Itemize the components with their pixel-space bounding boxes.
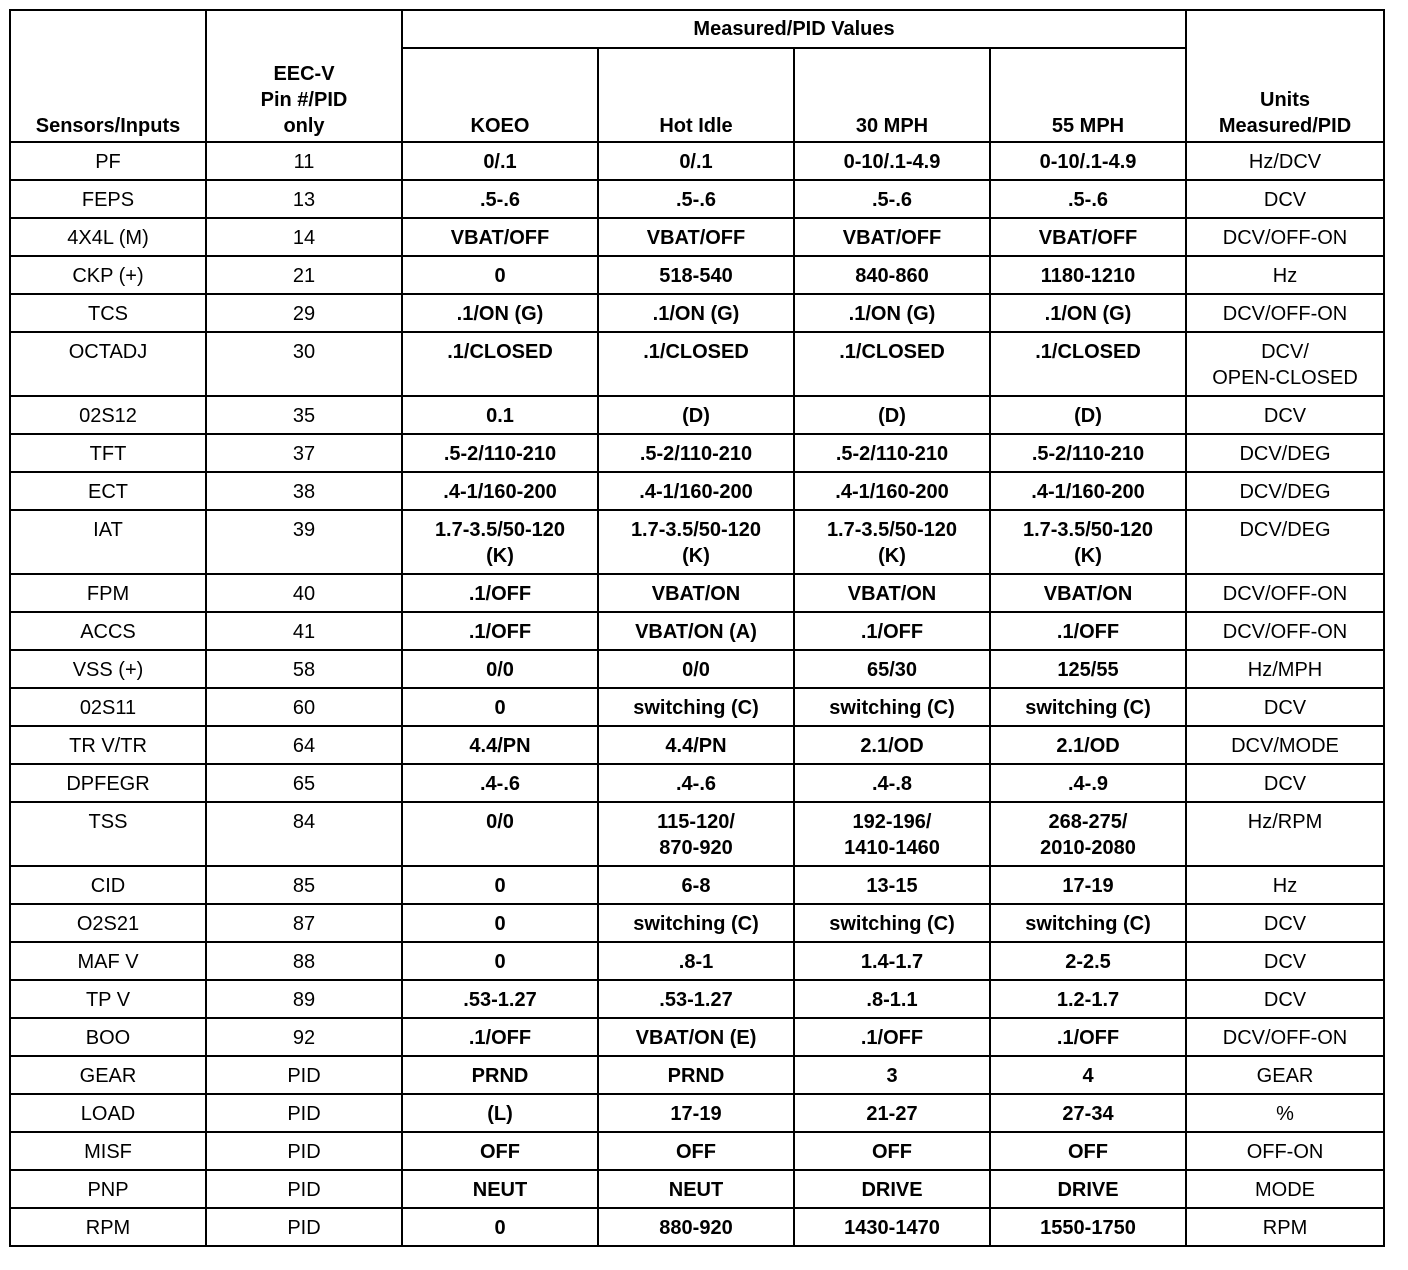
cell-pin: PID [206, 1208, 402, 1246]
cell-units: DCV [1186, 904, 1384, 942]
cell-koeo: .4-.6 [402, 764, 598, 802]
cell-30mph: .5-.6 [794, 180, 990, 218]
cell-30mph: 840-860 [794, 256, 990, 294]
cell-hot-idle: VBAT/ON (A) [598, 612, 794, 650]
table-row [10, 942, 1384, 980]
cell-pin: 89 [206, 980, 402, 1018]
table-row [10, 1132, 1384, 1170]
cell-units: Hz/MPH [1186, 650, 1384, 688]
cell-sensor: O2S21 [10, 904, 206, 942]
cell-koeo: 0 [402, 256, 598, 294]
col-header-hot-idle: Hot Idle [598, 48, 794, 142]
table-row [10, 1208, 1384, 1246]
col-header-sensors: Sensors/Inputs [10, 10, 206, 142]
cell-pin: 88 [206, 942, 402, 980]
table-row [10, 1018, 1384, 1056]
cell-units: Hz/DCV [1186, 142, 1384, 180]
cell-hot-idle: .4-1/160-200 [598, 472, 794, 510]
cell-pin: 38 [206, 472, 402, 510]
cell-hot-idle: 6-8 [598, 866, 794, 904]
cell-koeo: OFF [402, 1132, 598, 1170]
cell-30mph: 13-15 [794, 866, 990, 904]
cell-units: Hz [1186, 256, 1384, 294]
cell-koeo: PRND [402, 1056, 598, 1094]
cell-koeo: .5-.6 [402, 180, 598, 218]
cell-koeo: 0 [402, 688, 598, 726]
cell-units: DCV/OFF-ON [1186, 574, 1384, 612]
cell-koeo: NEUT [402, 1170, 598, 1208]
table-row [10, 434, 1384, 472]
cell-hot-idle: switching (C) [598, 688, 794, 726]
cell-sensor: MAF V [10, 942, 206, 980]
cell-sensor: BOO [10, 1018, 206, 1056]
cell-pin: PID [206, 1132, 402, 1170]
cell-sensor: TP V [10, 980, 206, 1018]
table-row [10, 866, 1384, 904]
table-row [10, 574, 1384, 612]
cell-pin: 13 [206, 180, 402, 218]
cell-pin: 85 [206, 866, 402, 904]
cell-30mph: VBAT/ON [794, 574, 990, 612]
cell-30mph: 0-10/.1-4.9 [794, 142, 990, 180]
table-row [10, 396, 1384, 434]
cell-sensor: MISF [10, 1132, 206, 1170]
cell-koeo: 0/0 [402, 650, 598, 688]
cell-units: Hz [1186, 866, 1384, 904]
table-row [10, 218, 1384, 256]
cell-units: DCV [1186, 396, 1384, 434]
cell-koeo: 1.7-3.5/50-120 (K) [402, 510, 598, 574]
cell-sensor: IAT [10, 510, 206, 574]
cell-30mph: 192-196/ 1410-1460 [794, 802, 990, 866]
cell-55mph: VBAT/ON [990, 574, 1186, 612]
cell-55mph: DRIVE [990, 1170, 1186, 1208]
cell-koeo: 4.4/PN [402, 726, 598, 764]
cell-30mph: .1/CLOSED [794, 332, 990, 396]
cell-hot-idle: 518-540 [598, 256, 794, 294]
cell-pin: 64 [206, 726, 402, 764]
cell-pin: 14 [206, 218, 402, 256]
table-row [10, 612, 1384, 650]
cell-koeo: .1/CLOSED [402, 332, 598, 396]
cell-55mph: switching (C) [990, 904, 1186, 942]
cell-units: DCV/DEG [1186, 434, 1384, 472]
header-row-top [10, 10, 1384, 48]
cell-hot-idle: switching (C) [598, 904, 794, 942]
cell-55mph: OFF [990, 1132, 1186, 1170]
cell-pin: 87 [206, 904, 402, 942]
cell-units: DCV/OFF-ON [1186, 294, 1384, 332]
cell-units: DCV [1186, 688, 1384, 726]
cell-pin: 41 [206, 612, 402, 650]
table-row [10, 256, 1384, 294]
cell-koeo: .1/OFF [402, 1018, 598, 1056]
cell-55mph: .1/OFF [990, 612, 1186, 650]
cell-55mph: .5-.6 [990, 180, 1186, 218]
cell-pin: 40 [206, 574, 402, 612]
cell-hot-idle: 0/0 [598, 650, 794, 688]
cell-units: DCV/OFF-ON [1186, 612, 1384, 650]
cell-hot-idle: 4.4/PN [598, 726, 794, 764]
cell-koeo: 0 [402, 942, 598, 980]
table-row [10, 1094, 1384, 1132]
cell-pin: 35 [206, 396, 402, 434]
cell-sensor: GEAR [10, 1056, 206, 1094]
cell-30mph: 3 [794, 1056, 990, 1094]
cell-30mph: DRIVE [794, 1170, 990, 1208]
cell-hot-idle: NEUT [598, 1170, 794, 1208]
table-row [10, 802, 1384, 866]
table-row [10, 180, 1384, 218]
cell-units: DCV/DEG [1186, 510, 1384, 574]
cell-sensor: 02S11 [10, 688, 206, 726]
table-row [10, 294, 1384, 332]
cell-units: RPM [1186, 1208, 1384, 1246]
cell-hot-idle: (D) [598, 396, 794, 434]
cell-hot-idle: 115-120/ 870-920 [598, 802, 794, 866]
cell-55mph: 2.1/OD [990, 726, 1186, 764]
cell-55mph: 1550-1750 [990, 1208, 1186, 1246]
cell-55mph: .5-2/110-210 [990, 434, 1186, 472]
cell-pin: PID [206, 1170, 402, 1208]
cell-30mph: 2.1/OD [794, 726, 990, 764]
cell-hot-idle: .4-.6 [598, 764, 794, 802]
table-row [10, 142, 1384, 180]
cell-units: DCV [1186, 180, 1384, 218]
cell-30mph: .1/OFF [794, 1018, 990, 1056]
cell-hot-idle: .1/CLOSED [598, 332, 794, 396]
table-row [10, 904, 1384, 942]
cell-units: DCV [1186, 942, 1384, 980]
col-header-koeo: KOEO [402, 48, 598, 142]
cell-koeo: (L) [402, 1094, 598, 1132]
cell-units: DCV/ OPEN-CLOSED [1186, 332, 1384, 396]
table-row [10, 1056, 1384, 1094]
cell-30mph: 1430-1470 [794, 1208, 990, 1246]
cell-pin: 58 [206, 650, 402, 688]
cell-units: DCV/OFF-ON [1186, 1018, 1384, 1056]
cell-30mph: .1/ON (G) [794, 294, 990, 332]
cell-koeo: .1/ON (G) [402, 294, 598, 332]
cell-koeo: 0/.1 [402, 142, 598, 180]
cell-pin: 29 [206, 294, 402, 332]
cell-55mph: .1/ON (G) [990, 294, 1186, 332]
cell-pin: 21 [206, 256, 402, 294]
cell-hot-idle: 880-920 [598, 1208, 794, 1246]
cell-koeo: 0/0 [402, 802, 598, 866]
cell-30mph: (D) [794, 396, 990, 434]
table-row [10, 332, 1384, 396]
cell-hot-idle: 1.7-3.5/50-120 (K) [598, 510, 794, 574]
cell-units: DCV [1186, 764, 1384, 802]
cell-pin: 39 [206, 510, 402, 574]
cell-55mph: 1.7-3.5/50-120 (K) [990, 510, 1186, 574]
cell-sensor: TCS [10, 294, 206, 332]
cell-30mph: 65/30 [794, 650, 990, 688]
cell-30mph: 21-27 [794, 1094, 990, 1132]
cell-pin: 37 [206, 434, 402, 472]
cell-units: DCV/MODE [1186, 726, 1384, 764]
cell-hot-idle: .8-1 [598, 942, 794, 980]
cell-hot-idle: .53-1.27 [598, 980, 794, 1018]
cell-koeo: .5-2/110-210 [402, 434, 598, 472]
cell-30mph: .4-.8 [794, 764, 990, 802]
cell-sensor: TFT [10, 434, 206, 472]
cell-sensor: ECT [10, 472, 206, 510]
cell-55mph: 125/55 [990, 650, 1186, 688]
cell-30mph: switching (C) [794, 688, 990, 726]
cell-sensor: OCTADJ [10, 332, 206, 396]
cell-sensor: DPFEGR [10, 764, 206, 802]
cell-pin: 60 [206, 688, 402, 726]
col-header-55mph: 55 MPH [990, 48, 1186, 142]
cell-hot-idle: .5-2/110-210 [598, 434, 794, 472]
table-row [10, 510, 1384, 574]
table-body [10, 142, 1384, 1246]
cell-55mph: .4-.9 [990, 764, 1186, 802]
cell-sensor: LOAD [10, 1094, 206, 1132]
cell-koeo: 0.1 [402, 396, 598, 434]
cell-hot-idle: VBAT/ON [598, 574, 794, 612]
cell-hot-idle: .1/ON (G) [598, 294, 794, 332]
cell-koeo: 0 [402, 1208, 598, 1246]
table-row [10, 472, 1384, 510]
cell-hot-idle: 0/.1 [598, 142, 794, 180]
col-header-measured: Measured/PID Values [402, 10, 1186, 48]
cell-sensor: PNP [10, 1170, 206, 1208]
cell-pin: 84 [206, 802, 402, 866]
cell-55mph: 2-2.5 [990, 942, 1186, 980]
cell-30mph: .1/OFF [794, 612, 990, 650]
cell-units: GEAR [1186, 1056, 1384, 1094]
cell-koeo: 0 [402, 904, 598, 942]
cell-hot-idle: VBAT/ON (E) [598, 1018, 794, 1056]
cell-sensor: 4X4L (M) [10, 218, 206, 256]
cell-hot-idle: .5-.6 [598, 180, 794, 218]
cell-55mph: 4 [990, 1056, 1186, 1094]
cell-sensor: CID [10, 866, 206, 904]
table-row [10, 688, 1384, 726]
cell-pin: 11 [206, 142, 402, 180]
table-row [10, 1170, 1384, 1208]
cell-sensor: 02S12 [10, 396, 206, 434]
cell-koeo: .4-1/160-200 [402, 472, 598, 510]
cell-pin: 65 [206, 764, 402, 802]
cell-units: % [1186, 1094, 1384, 1132]
cell-sensor: FPM [10, 574, 206, 612]
cell-units: MODE [1186, 1170, 1384, 1208]
cell-pin: PID [206, 1056, 402, 1094]
cell-sensor: TSS [10, 802, 206, 866]
col-header-30mph: 30 MPH [794, 48, 990, 142]
cell-sensor: VSS (+) [10, 650, 206, 688]
col-header-units: Units Measured/PID [1186, 10, 1384, 142]
cell-30mph: VBAT/OFF [794, 218, 990, 256]
table-row [10, 650, 1384, 688]
cell-30mph: .5-2/110-210 [794, 434, 990, 472]
cell-hot-idle: VBAT/OFF [598, 218, 794, 256]
cell-55mph: .4-1/160-200 [990, 472, 1186, 510]
cell-koeo: .53-1.27 [402, 980, 598, 1018]
cell-30mph: 1.4-1.7 [794, 942, 990, 980]
cell-sensor: PF [10, 142, 206, 180]
table-row [10, 764, 1384, 802]
cell-55mph: 27-34 [990, 1094, 1186, 1132]
cell-55mph: 17-19 [990, 866, 1186, 904]
cell-55mph: .1/OFF [990, 1018, 1186, 1056]
table-row [10, 726, 1384, 764]
cell-30mph: 1.7-3.5/50-120 (K) [794, 510, 990, 574]
cell-units: DCV/DEG [1186, 472, 1384, 510]
cell-hot-idle: 17-19 [598, 1094, 794, 1132]
pid-values-table [9, 9, 1385, 1247]
cell-units: Hz/RPM [1186, 802, 1384, 866]
cell-sensor: TR V/TR [10, 726, 206, 764]
cell-55mph: 268-275/ 2010-2080 [990, 802, 1186, 866]
cell-30mph: .4-1/160-200 [794, 472, 990, 510]
cell-hot-idle: OFF [598, 1132, 794, 1170]
cell-55mph: 1.2-1.7 [990, 980, 1186, 1018]
cell-pin: 92 [206, 1018, 402, 1056]
cell-pin: PID [206, 1094, 402, 1132]
cell-koeo: .1/OFF [402, 574, 598, 612]
cell-sensor: CKP (+) [10, 256, 206, 294]
cell-koeo: VBAT/OFF [402, 218, 598, 256]
cell-55mph: 1180-1210 [990, 256, 1186, 294]
cell-30mph: OFF [794, 1132, 990, 1170]
cell-sensor: ACCS [10, 612, 206, 650]
cell-pin: 30 [206, 332, 402, 396]
table-row [10, 980, 1384, 1018]
cell-koeo: .1/OFF [402, 612, 598, 650]
cell-55mph: VBAT/OFF [990, 218, 1186, 256]
cell-units: OFF-ON [1186, 1132, 1384, 1170]
cell-sensor: RPM [10, 1208, 206, 1246]
cell-units: DCV/OFF-ON [1186, 218, 1384, 256]
cell-30mph: switching (C) [794, 904, 990, 942]
cell-hot-idle: PRND [598, 1056, 794, 1094]
cell-55mph: switching (C) [990, 688, 1186, 726]
cell-30mph: .8-1.1 [794, 980, 990, 1018]
cell-55mph: 0-10/.1-4.9 [990, 142, 1186, 180]
cell-koeo: 0 [402, 866, 598, 904]
cell-units: DCV [1186, 980, 1384, 1018]
col-header-pin: EEC-V Pin #/PID only [206, 10, 402, 142]
pid-values-sheet [9, 9, 1385, 1247]
cell-55mph: .1/CLOSED [990, 332, 1186, 396]
cell-55mph: (D) [990, 396, 1186, 434]
cell-sensor: FEPS [10, 180, 206, 218]
